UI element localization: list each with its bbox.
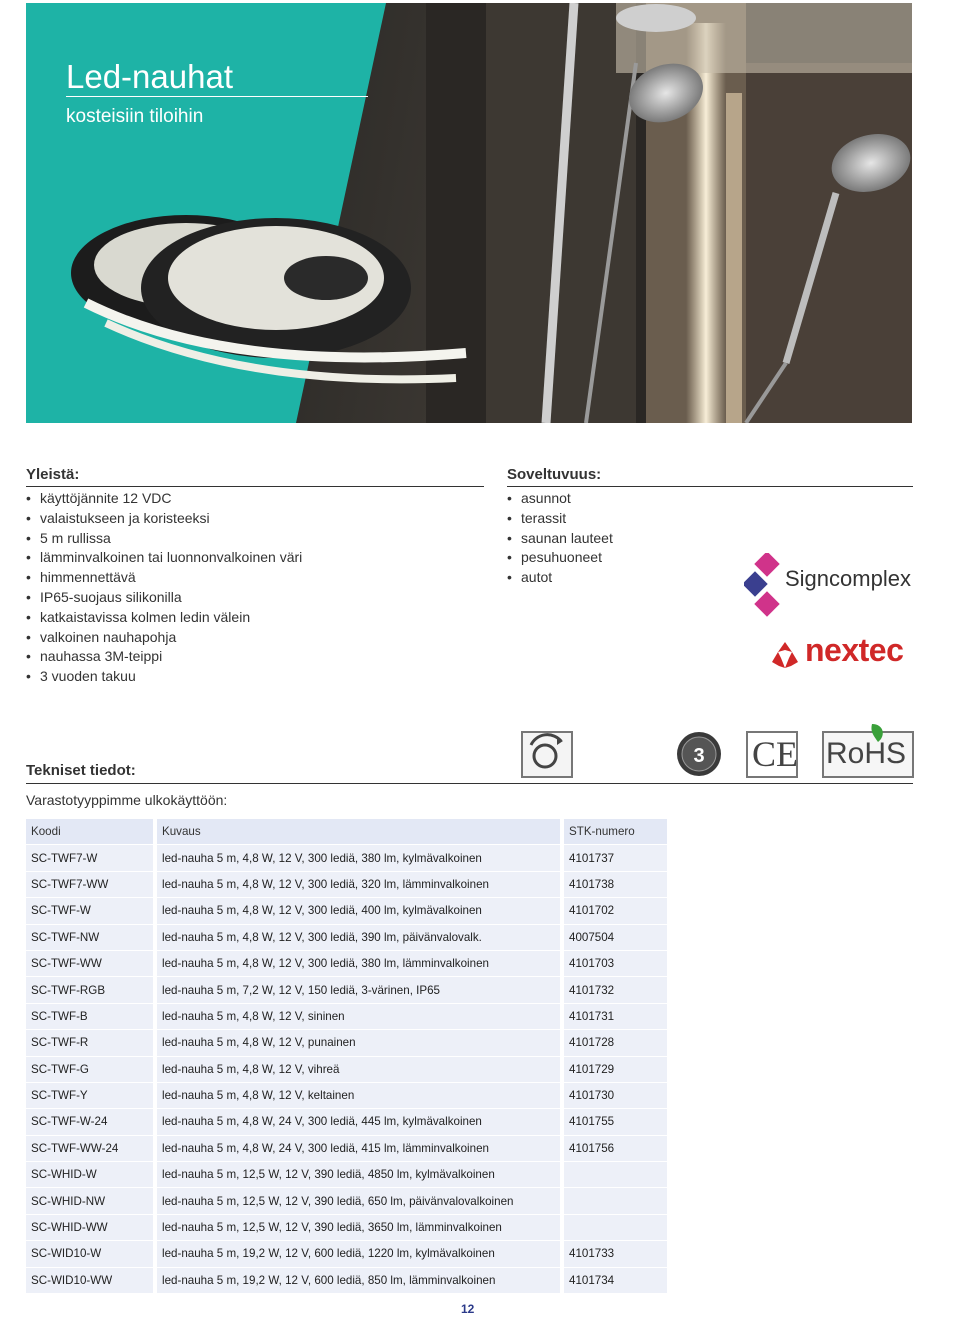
stk-cell: 4101728 bbox=[560, 1030, 667, 1055]
list-item: • terassit bbox=[507, 509, 613, 529]
description-cell: led-nauha 5 m, 4,8 W, 12 V, punainen bbox=[153, 1030, 560, 1055]
code-cell: SC-TWF-B bbox=[26, 1004, 153, 1029]
description-cell: led-nauha 5 m, 4,8 W, 12 V, 300 lediä, 390 lm, päivänvalovalk. bbox=[153, 925, 560, 950]
list-item: • valaistukseen ja koristeeksi bbox=[26, 509, 302, 529]
product-table bbox=[26, 818, 667, 1294]
column-header-stk: STK-numero bbox=[560, 819, 667, 844]
technical-rule bbox=[26, 783, 913, 784]
list-item: • nauhassa 3M-teippi bbox=[26, 647, 302, 667]
ce-mark: CE bbox=[752, 734, 799, 774]
list-item: • lämminvalkoinen tai luonnonvalkoinen väri bbox=[26, 548, 302, 568]
signcomplex-logo: Signcomplex bbox=[785, 566, 911, 591]
table-row bbox=[26, 1109, 667, 1134]
stk-cell: 4007504 bbox=[560, 925, 667, 950]
table-row bbox=[26, 1162, 667, 1187]
description-cell: led-nauha 5 m, 4,8 W, 24 V, 300 lediä, 415 lm, lämminvalkoinen bbox=[153, 1136, 560, 1161]
general-list bbox=[26, 489, 302, 687]
page-title: Led-nauhat bbox=[66, 58, 233, 95]
list-item: • katkaistavissa kolmen ledin välein bbox=[26, 608, 302, 628]
table-row bbox=[26, 1136, 667, 1161]
list-item: • valkoinen nauhapohja bbox=[26, 628, 302, 648]
page-subtitle: kosteisiin tiloihin bbox=[66, 106, 204, 127]
list-item: • IP65-suojaus silikonilla bbox=[26, 588, 302, 608]
stk-cell: 4101732 bbox=[560, 977, 667, 1002]
code-cell: SC-WHID-WW bbox=[26, 1215, 153, 1240]
technical-heading: Tekniset tiedot: bbox=[26, 762, 136, 779]
code-cell: SC-WID10-WW bbox=[26, 1268, 153, 1293]
suitability-list bbox=[507, 489, 613, 588]
description-cell: led-nauha 5 m, 12,5 W, 12 V, 390 lediä, 4850 lm, kylmävalkoinen bbox=[153, 1162, 560, 1187]
code-cell: SC-TWF7-W bbox=[26, 845, 153, 870]
general-rule bbox=[26, 486, 484, 487]
code-cell: SC-TWF-R bbox=[26, 1030, 153, 1055]
list-item: • pesuhuoneet bbox=[507, 548, 613, 568]
description-cell: led-nauha 5 m, 12,5 W, 12 V, 390 lediä, 3650 lm, lämminvalkoinen bbox=[153, 1215, 560, 1240]
svg-text:3: 3 bbox=[693, 745, 705, 767]
stk-cell: 4101703 bbox=[560, 951, 667, 976]
nextec-logo: nextec bbox=[805, 632, 904, 668]
suitability-rule bbox=[507, 486, 913, 487]
stk-cell: 4101730 bbox=[560, 1083, 667, 1108]
stk-cell: 4101756 bbox=[560, 1136, 667, 1161]
rohs-mark: RoHS bbox=[826, 737, 907, 770]
general-heading: Yleistä: bbox=[26, 466, 80, 483]
table-row bbox=[26, 872, 667, 897]
description-cell: led-nauha 5 m, 4,8 W, 12 V, 300 lediä, 380 lm, lämminvalkoinen bbox=[153, 951, 560, 976]
table-row bbox=[26, 898, 667, 923]
suitability-heading: Soveltuvuus: bbox=[507, 466, 602, 483]
list-item: • asunnot bbox=[507, 489, 613, 509]
description-cell: led-nauha 5 m, 19,2 W, 12 V, 600 lediä, 850 lm, lämminvalkoinen bbox=[153, 1268, 560, 1293]
table-row bbox=[26, 977, 667, 1002]
ce-frame bbox=[746, 731, 798, 778]
stk-cell: 4101729 bbox=[560, 1057, 667, 1082]
description-cell: led-nauha 5 m, 7,2 W, 12 V, 150 lediä, 3-värinen, IP65 bbox=[153, 977, 560, 1002]
nextec-logo-mark bbox=[770, 640, 800, 670]
table-row bbox=[26, 925, 667, 950]
stk-cell: 4101733 bbox=[560, 1241, 667, 1266]
code-cell: SC-WHID-NW bbox=[26, 1188, 153, 1213]
signcomplex-logo-mark bbox=[744, 553, 786, 623]
stk-cell: 4101702 bbox=[560, 898, 667, 923]
table-row bbox=[26, 1030, 667, 1055]
list-item: • himmennettävä bbox=[26, 568, 302, 588]
table-row bbox=[26, 1215, 667, 1240]
stk-cell bbox=[560, 1188, 667, 1213]
table-row bbox=[26, 1057, 667, 1082]
code-cell: SC-TWF7-WW bbox=[26, 872, 153, 897]
stk-cell: 4101755 bbox=[560, 1109, 667, 1134]
list-item: • 3 vuoden takuu bbox=[26, 667, 302, 687]
stk-cell: 4101738 bbox=[560, 872, 667, 897]
list-item: • autot bbox=[507, 568, 613, 588]
code-cell: SC-WID10-W bbox=[26, 1241, 153, 1266]
stk-cell bbox=[560, 1162, 667, 1187]
code-cell: SC-TWF-RGB bbox=[26, 977, 153, 1002]
table-row bbox=[26, 1241, 667, 1266]
code-cell: SC-TWF-Y bbox=[26, 1083, 153, 1108]
column-header-description: Kuvaus bbox=[153, 819, 560, 844]
description-cell: led-nauha 5 m, 4,8 W, 12 V, 300 lediä, 400 lm, kylmävalkoinen bbox=[153, 898, 560, 923]
list-item: • saunan lauteet bbox=[507, 529, 613, 549]
stk-cell: 4101734 bbox=[560, 1268, 667, 1293]
code-cell: SC-TWF-W-24 bbox=[26, 1109, 153, 1134]
description-cell: led-nauha 5 m, 4,8 W, 24 V, 300 lediä, 445 lm, kylmävalkoinen bbox=[153, 1109, 560, 1134]
column-header-code: Koodi bbox=[26, 819, 153, 844]
description-cell: led-nauha 5 m, 4,8 W, 12 V, 300 lediä, 320 lm, lämminvalkoinen bbox=[153, 872, 560, 897]
description-cell: led-nauha 5 m, 4,8 W, 12 V, keltainen bbox=[153, 1083, 560, 1108]
table-header-row bbox=[26, 819, 667, 844]
code-cell: SC-TWF-NW bbox=[26, 925, 153, 950]
code-cell: SC-TWF-WW-24 bbox=[26, 1136, 153, 1161]
code-cell: SC-TWF-G bbox=[26, 1057, 153, 1082]
description-cell: led-nauha 5 m, 12,5 W, 12 V, 390 lediä, 650 lm, päivänvalovalkoinen bbox=[153, 1188, 560, 1213]
dimmer-icon bbox=[521, 731, 573, 778]
table-row bbox=[26, 1004, 667, 1029]
stk-cell bbox=[560, 1215, 667, 1240]
description-cell: led-nauha 5 m, 4,8 W, 12 V, sininen bbox=[153, 1004, 560, 1029]
list-item: • käyttöjännite 12 VDC bbox=[26, 489, 302, 509]
stk-cell: 4101737 bbox=[560, 845, 667, 870]
title-rule bbox=[66, 96, 368, 97]
code-cell: SC-TWF-W bbox=[26, 898, 153, 923]
list-item: • 5 m rullissa bbox=[26, 529, 302, 549]
description-cell: led-nauha 5 m, 19,2 W, 12 V, 600 lediä, 1220 lm, kylmävalkoinen bbox=[153, 1241, 560, 1266]
description-cell: led-nauha 5 m, 4,8 W, 12 V, 300 lediä, 380 lm, kylmävalkoinen bbox=[153, 845, 560, 870]
table-row bbox=[26, 1188, 667, 1213]
table-row bbox=[26, 845, 667, 870]
description-cell: led-nauha 5 m, 4,8 W, 12 V, vihreä bbox=[153, 1057, 560, 1082]
page-number: 12 bbox=[461, 1302, 475, 1316]
table-row bbox=[26, 1083, 667, 1108]
stock-types-label: Varastotyyppimme ulkokäyttöön: bbox=[26, 792, 228, 808]
stk-cell: 4101731 bbox=[560, 1004, 667, 1029]
table-row bbox=[26, 951, 667, 976]
warranty-3-years-badge bbox=[676, 731, 722, 777]
code-cell: SC-WHID-W bbox=[26, 1162, 153, 1187]
hero-banner bbox=[26, 3, 912, 423]
table-row bbox=[26, 1268, 667, 1293]
code-cell: SC-TWF-WW bbox=[26, 951, 153, 976]
